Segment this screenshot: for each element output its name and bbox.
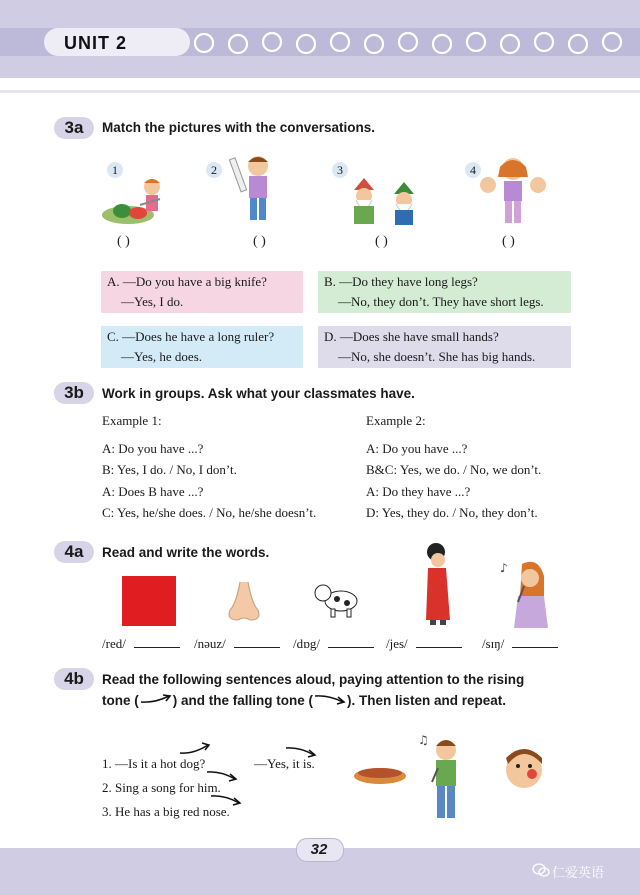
example2-line4: D: Yes, they do. / No, they don’t. [366,505,538,520]
rising-tone-arrow-icon [139,693,173,705]
falling-tone-arrow-icon [313,693,347,705]
page-number: 32 [310,841,328,858]
phonetic-sing [482,636,558,652]
answer-blank-red[interactable] [134,637,180,648]
red-nose-boy-illustration [500,744,550,794]
conversation-b-line2: —No, they don’t. They have short legs. [338,294,544,309]
rising-tone-arrow-icon [178,740,212,756]
answer-blank-dog[interactable] [328,637,374,648]
picture-number-4: 4 [465,162,481,178]
phonetic-red [102,636,180,652]
watermark-text: 仁爱英语 [552,866,605,881]
instruction-4b-part2: ) and the falling tone ( [172,693,313,708]
page-edge [0,90,640,93]
sentence-2: 2. Sing a song for him. [102,780,221,795]
decorative-rings [192,30,632,56]
phonetic-sing-text: /sɪŋ/ [482,636,505,651]
conversation-b [318,271,571,313]
answer-paren-4: ( ) [502,234,515,249]
section-badge-3a: 3a [54,117,94,139]
conversation-c [101,326,303,368]
example1-line1: A: Do you have ...? [102,441,204,456]
instruction-3b: Work in groups. Ask what your classmates have. [102,386,415,401]
phonetic-yes [386,636,462,652]
example2-line3: A: Do they have ...? [366,484,471,499]
dwarfs-illustration [342,178,426,228]
answer-blank-yes[interactable] [416,637,462,648]
phonetic-dog [293,636,374,652]
conversation-c-line1: C. —Does he have a long ruler? [107,329,275,344]
phonetic-nose-text: /nəuz/ [194,636,226,651]
example2-line1: A: Do you have ...? [366,441,468,456]
example2-line2: B&C: Yes, we do. / No, we don’t. [366,462,542,477]
example1-title: Example 1: [102,413,162,428]
conversation-c-line2: —Yes, he does. [121,349,203,364]
answer-paren-1: ( ) [117,234,130,249]
example1-line3: A: Does B have ...? [102,484,204,499]
phonetic-yes-text: /jes/ [386,636,408,651]
phonetic-nose [194,636,280,652]
picture-number-3: 3 [332,162,348,178]
section-badge-4b: 4b [54,668,94,690]
instruction-4b-line1: Read the following sentences aloud, paying attention to the rising [102,672,525,687]
conversation-d [318,326,571,368]
picture-number-1: 1 [107,162,123,178]
unit-title: UNIT 2 [64,33,128,53]
svg-text:♪: ♪ [500,561,508,575]
dog-illustration [313,577,361,619]
nose-illustration [224,580,264,624]
red-square-image [122,576,176,626]
conversation-a [101,271,303,313]
phonetic-dog-text: /dɒg/ [293,636,321,651]
section-badge-3b: 3b [54,382,94,404]
svg-text:♫: ♫ [418,733,429,747]
instruction-4b-line2 [102,693,506,708]
answer-paren-2: ( ) [253,234,266,249]
answer-paren-3: ( ) [375,234,388,249]
conversation-d-line1: D. —Does she have small hands? [324,329,499,344]
wechat-icon [532,862,550,878]
conversation-a-line2: —Yes, I do. [121,294,184,309]
example1-line2: B: Yes, I do. / No, I don’t. [102,462,237,477]
girl-with-knife-illustration [100,175,170,227]
conversation-b-line1: B. —Do they have long legs? [324,274,478,289]
picture-number-2: 2 [206,162,222,178]
hot-dog-illustration [352,762,408,786]
sentence-1-question: 1. —Is it a hot dog? [102,756,206,771]
instruction-3a: Match the pictures with the conversations. [102,120,376,135]
sentence-1-answer: —Yes, it is. [254,756,315,771]
instruction-4a: Read and write the words. [102,545,270,560]
answer-blank-nose[interactable] [234,637,280,648]
phonetic-red-text: /red/ [102,636,126,651]
answer-blank-sing[interactable] [512,637,558,648]
bowing-girl-illustration [416,542,462,626]
example1-line4: C: Yes, he/she does. / No, he/she doesn’t. [102,505,317,520]
singing-girl-illustration [498,556,554,628]
girl-big-hands-illustration [478,155,548,230]
boy-with-ruler-illustration [228,152,278,232]
example2-title: Example 2: [366,413,426,428]
sentence-3: 3. He has a big red nose. [102,804,230,819]
singing-boy-illustration [416,730,472,830]
section-badge-4a: 4a [54,541,94,563]
instruction-4b-part3: ). Then listen and repeat. [347,693,507,708]
conversation-a-line1: A. —Do you have a big knife? [107,274,267,289]
instruction-4b-part1: tone ( [102,693,139,708]
conversation-d-line2: —No, she doesn’t. She has big hands. [338,349,536,364]
